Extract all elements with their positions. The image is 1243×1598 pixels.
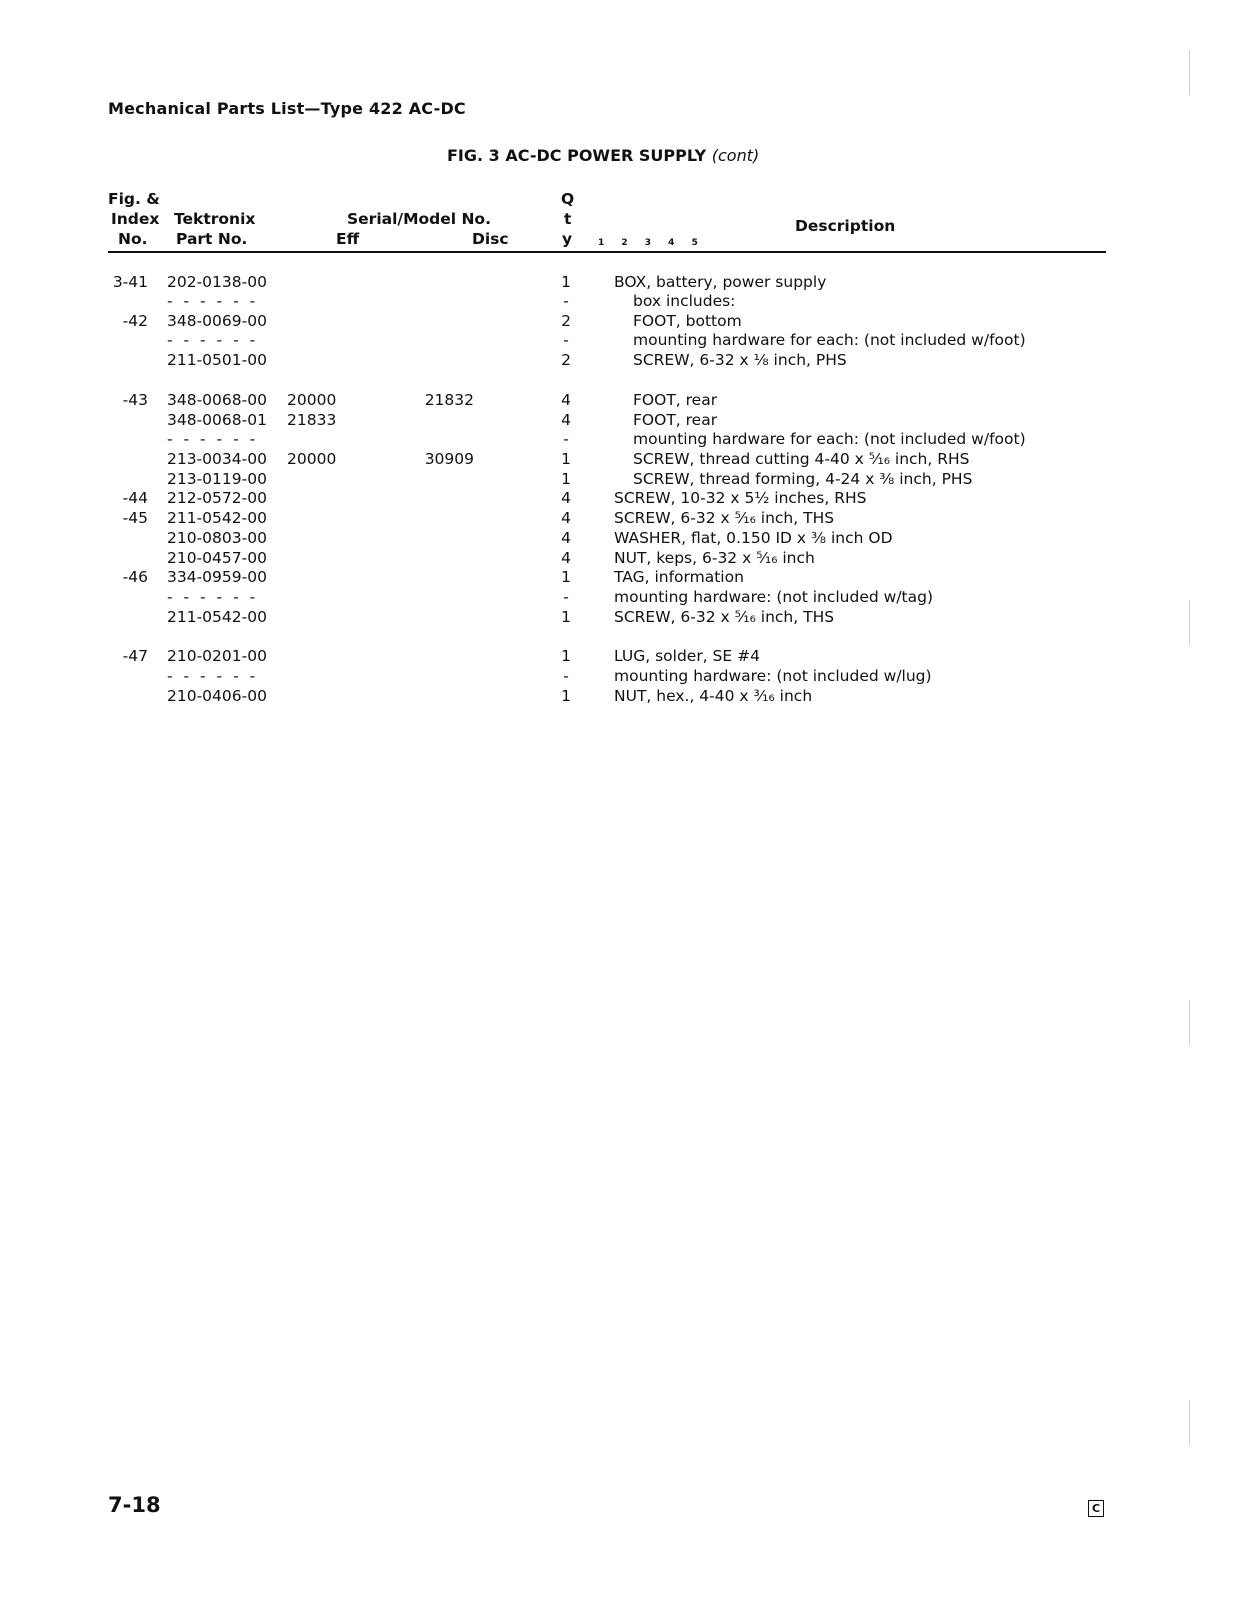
header-eff: Eff: [336, 230, 360, 248]
row-part-number: 211-0542-00: [167, 509, 267, 527]
row-part-number: 202-0138-00: [167, 273, 267, 291]
row-quantity: -: [563, 430, 569, 448]
row-description: SCREW, 10-32 x 5½ inches, RHS: [614, 489, 867, 507]
row-quantity: 4: [561, 391, 571, 409]
row-part-number: - - - - - -: [167, 667, 259, 685]
row-part-number: 211-0501-00: [167, 351, 267, 369]
row-serial-eff: 21833: [287, 411, 337, 429]
row-part-number: 348-0068-01: [167, 411, 267, 429]
header-no: No.: [118, 230, 148, 248]
row-part-number: 348-0068-00: [167, 391, 267, 409]
table-row: [0, 311, 1243, 331]
row-description: SCREW, thread cutting 4-40 x ⁵⁄₁₆ inch, RHS: [633, 450, 970, 468]
row-quantity: 1: [561, 647, 571, 665]
row-part-number: 348-0069-00: [167, 312, 267, 330]
table-row: [0, 330, 1243, 350]
table-row: [0, 666, 1243, 686]
row-quantity: 1: [561, 687, 571, 705]
table-row: [0, 449, 1243, 469]
row-description: FOOT, rear: [633, 391, 718, 409]
row-index: -44: [122, 489, 148, 507]
copyright-mark: C: [1088, 1500, 1104, 1517]
header-index: Index: [111, 210, 160, 228]
row-quantity: 4: [561, 411, 571, 429]
figure-title-text: FIG. 3 AC-DC POWER SUPPLY: [447, 146, 707, 165]
table-row: [0, 390, 1243, 410]
table-row: [0, 548, 1243, 568]
header-rule: [108, 251, 1106, 253]
table-row: [0, 686, 1243, 706]
row-description: NUT, hex., 4-40 x ³⁄₁₆ inch: [614, 687, 813, 705]
row-quantity: 1: [561, 470, 571, 488]
row-part-number: 334-0959-00: [167, 568, 267, 586]
header-tektronix: Tektronix: [174, 210, 256, 228]
row-description: LUG, solder, SE #4: [614, 647, 760, 665]
row-quantity: 1: [561, 273, 571, 291]
table-row: [0, 350, 1243, 370]
header-q: Q: [561, 190, 575, 208]
row-quantity: 2: [561, 351, 571, 369]
row-index: -47: [122, 647, 148, 665]
row-quantity: 1: [561, 608, 571, 626]
row-quantity: 1: [561, 568, 571, 586]
table-row: [0, 607, 1243, 627]
row-description: mounting hardware: (not included w/tag): [614, 588, 933, 606]
table-row: [0, 508, 1243, 528]
table-row: [0, 567, 1243, 587]
header-t: t: [564, 210, 572, 228]
row-description: FOOT, rear: [633, 411, 718, 429]
row-index: 3-41: [112, 273, 148, 291]
row-part-number: 211-0542-00: [167, 608, 267, 626]
row-description: mounting hardware: (not included w/lug): [614, 667, 932, 685]
row-description: TAG, information: [614, 568, 744, 586]
row-description: mounting hardware for each: (not included w/foot): [633, 430, 1026, 448]
row-quantity: 2: [561, 312, 571, 330]
row-description: box includes:: [633, 292, 736, 310]
header-serial-model: Serial/Model No.: [347, 210, 491, 228]
row-index: -45: [122, 509, 148, 527]
row-description: SCREW, 6-32 x ⁵⁄₁₆ inch, THS: [614, 608, 835, 626]
table-row: [0, 488, 1243, 508]
table-row: [0, 291, 1243, 311]
table-row: [0, 429, 1243, 449]
row-index: -43: [122, 391, 148, 409]
row-quantity: 4: [561, 489, 571, 507]
table-row: [0, 646, 1243, 666]
row-quantity: -: [563, 292, 569, 310]
scan-edge-mark: [1189, 1400, 1190, 1445]
row-index: -46: [122, 568, 148, 586]
row-part-number: 212-0572-00: [167, 489, 267, 507]
row-description: FOOT, bottom: [633, 312, 742, 330]
row-quantity: -: [563, 667, 569, 685]
row-description: BOX, battery, power supply: [614, 273, 827, 291]
figure-title-cont: (cont): [711, 146, 760, 165]
row-quantity: 4: [561, 549, 571, 567]
page-number: 7-18: [108, 1493, 161, 1517]
scan-edge-mark: [1189, 600, 1190, 645]
row-description: SCREW, thread forming, 4-24 x ⅜ inch, PHS: [633, 470, 973, 488]
page-header: Mechanical Parts List—Type 422 AC-DC: [108, 99, 466, 118]
table-row: [0, 587, 1243, 607]
header-levels: 1 2 3 4 5: [598, 238, 705, 248]
row-part-number: - - - - - -: [167, 292, 259, 310]
header-y: y: [562, 230, 573, 248]
row-part-number: 213-0034-00: [167, 450, 267, 468]
figure-title: [447, 146, 759, 165]
header-disc: Disc: [472, 230, 509, 248]
row-quantity: -: [563, 588, 569, 606]
row-part-number: 213-0119-00: [167, 470, 267, 488]
row-serial-eff: 20000: [287, 450, 337, 468]
row-description: NUT, keps, 6-32 x ⁵⁄₁₆ inch: [614, 549, 815, 567]
row-quantity: 4: [561, 529, 571, 547]
header-description: Description: [795, 217, 896, 235]
row-part-number: 210-0406-00: [167, 687, 267, 705]
row-description: mounting hardware for each: (not included w/foot): [633, 331, 1026, 349]
row-part-number: - - - - - -: [167, 430, 259, 448]
row-quantity: -: [563, 331, 569, 349]
row-part-number: - - - - - -: [167, 331, 259, 349]
row-description: WASHER, flat, 0.150 ID x ⅜ inch OD: [614, 529, 893, 547]
row-serial-disc: 30909: [424, 450, 474, 468]
table-row: [0, 410, 1243, 430]
row-quantity: 1: [561, 450, 571, 468]
table-row: [0, 528, 1243, 548]
row-quantity: 4: [561, 509, 571, 527]
row-serial-eff: 20000: [287, 391, 337, 409]
row-index: -42: [122, 312, 148, 330]
scan-edge-mark: [1189, 1000, 1190, 1045]
row-part-number: 210-0201-00: [167, 647, 267, 665]
scan-edge-mark: [1189, 50, 1190, 95]
table-row: [0, 272, 1243, 292]
row-description: SCREW, 6-32 x ⁵⁄₁₆ inch, THS: [614, 509, 835, 527]
row-part-number: 210-0803-00: [167, 529, 267, 547]
table-row: [0, 469, 1243, 489]
row-part-number: - - - - - -: [167, 588, 259, 606]
row-description: SCREW, 6-32 x ⅛ inch, PHS: [633, 351, 847, 369]
header-fig: Fig. &: [108, 190, 160, 208]
header-part-no: Part No.: [176, 230, 248, 248]
row-serial-disc: 21832: [424, 391, 474, 409]
row-part-number: 210-0457-00: [167, 549, 267, 567]
